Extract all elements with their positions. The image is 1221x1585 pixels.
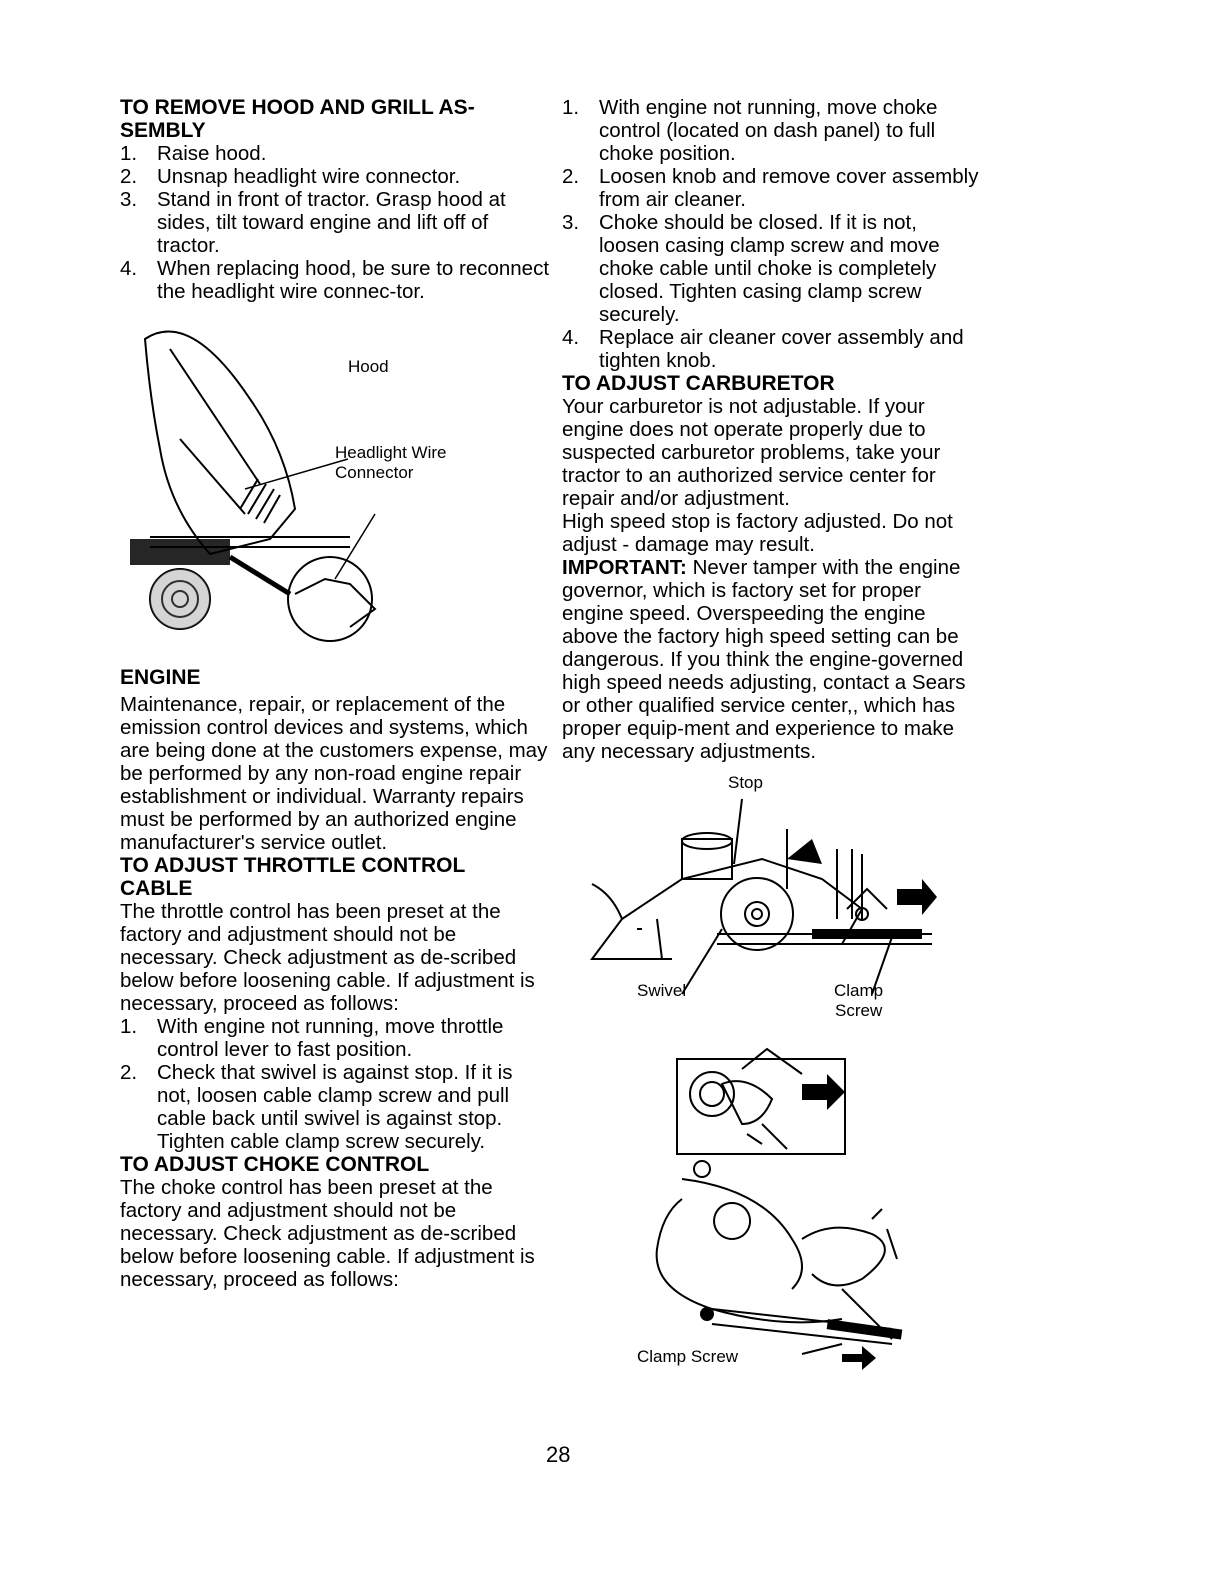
important-paragraph: [562, 556, 982, 763]
carb-text-2: High speed stop is factory adjusted. Do not adjust - damage may result.: [562, 510, 953, 556]
clamp-label-line1: Clamp: [834, 981, 884, 1000]
choke-heading: TO ADJUST CHOKE CONTROL: [120, 1153, 430, 1176]
left-column: [120, 96, 550, 1291]
throttle-figure: [562, 769, 982, 1019]
page-number: 28: [546, 1442, 571, 1467]
throttle-heading-line2: CABLE: [120, 877, 193, 900]
list-item: [562, 165, 982, 211]
stop-label: Stop: [728, 773, 763, 792]
throttle-illustration: [562, 769, 962, 1019]
step-number: 2.: [120, 165, 138, 188]
step-number: 4.: [120, 257, 138, 280]
carb-heading: TO ADJUST CARBURETOR: [562, 372, 835, 395]
headlight-label-line2: Connector: [335, 463, 414, 482]
important-text: Never tamper with the engine governor, which is factory set for proper engine speed. Overspeeding the engine above the factory high speed setting can be dangerous. If you think the engine-governed high speed needs adjusting, contact a Sears or other qualified service center,, which has proper equip-ment and experience to make any necessary adjustments.: [562, 556, 966, 763]
step-number: 2.: [562, 165, 580, 188]
hood-heading-line2: SEMBLY: [120, 119, 206, 142]
throttle-heading-line1: TO ADJUST THROTTLE CONTROL: [120, 854, 466, 877]
list-item: [562, 96, 982, 165]
step-text: Choke should be closed. If it is not, loosen casing clamp screw and move choke cable until choke is completely closed. Tighten casing clamp screw securely.: [599, 211, 940, 326]
step-number: 1.: [562, 96, 580, 119]
list-item: [120, 257, 550, 303]
list-item: [120, 165, 550, 188]
list-item: [120, 188, 550, 257]
clamp-label-line2: Screw: [835, 1001, 883, 1020]
clamp-screw-label: Clamp Screw: [637, 1347, 739, 1366]
list-item: [120, 1061, 550, 1153]
carb-text-1: Your carburetor is not adjustable. If your engine does not operate properly due to suspected carburetor problems, take your tractor to an authorized service center for repair and/or adjustment.: [562, 395, 941, 510]
engine-heading: ENGINE: [120, 666, 201, 689]
hood-illustration: [120, 309, 540, 654]
list-item: [562, 326, 982, 372]
step-number: 1.: [120, 1015, 138, 1038]
throttle-steps: [120, 1015, 550, 1153]
engine-text: Maintenance, repair, or replacement of the emission control devices and systems, which are being done at the customers expense, may be performed by any non-road engine repair establishment or individual. Warranty repairs must be performed by an authorized engine manufacturer's service outlet.: [120, 693, 548, 854]
step-number: 1.: [120, 142, 138, 165]
step-text: When replacing hood, be sure to reconnect the headlight wire connec-tor.: [157, 257, 550, 303]
list-item: [120, 142, 550, 165]
step-text: With engine not running, move choke control (located on dash panel) to full choke position.: [599, 96, 938, 165]
swivel-label: Swivel: [637, 981, 687, 1000]
right-column: [562, 96, 982, 1379]
hood-heading: [120, 96, 550, 142]
step-text: Raise hood.: [157, 142, 267, 165]
step-text: Replace air cleaner cover assembly and tighten knob.: [599, 326, 964, 372]
choke-steps: [562, 96, 982, 372]
step-number: 3.: [562, 211, 580, 234]
hood-figure: [120, 309, 550, 654]
hood-steps: [120, 142, 550, 303]
hood-heading-line1: TO REMOVE HOOD AND GRILL AS-: [120, 96, 475, 119]
choke-illustration: [562, 1039, 962, 1379]
choke-figure: [562, 1039, 982, 1379]
step-number: 2.: [120, 1061, 138, 1084]
headlight-label-line1: Headlight Wire: [335, 443, 447, 462]
step-number: 4.: [562, 326, 580, 349]
step-text: Stand in front of tractor. Grasp hood at sides, tilt toward engine and lift off of tractor.: [157, 188, 506, 257]
list-item: [562, 211, 982, 326]
list-item: [120, 1015, 550, 1061]
step-number: 3.: [120, 188, 138, 211]
throttle-text: The throttle control has been preset at the factory and adjustment should not be necessary. Check adjustment as de-scribed below before loosening cable. If adjustment is necessary, proceed as follows:: [120, 900, 535, 1015]
step-text: Unsnap headlight wire connector.: [157, 165, 461, 188]
hood-label: Hood: [348, 357, 389, 376]
step-text: Check that swivel is against stop. If it is not, loosen cable clamp screw and pull cable back until swivel is against stop. Tighten cable clamp screw securely.: [157, 1061, 513, 1153]
important-label: IMPORTANT:: [562, 556, 687, 579]
choke-text: The choke control has been preset at the factory and adjustment should not be necessary. Check adjustment as de-scribed below before loosening cable. If adjustment is necessary, proceed as follows:: [120, 1176, 535, 1291]
throttle-heading: [120, 854, 550, 900]
step-text: With engine not running, move throttle control lever to fast position.: [157, 1015, 504, 1061]
step-text: Loosen knob and remove cover assembly from air cleaner.: [599, 165, 979, 211]
